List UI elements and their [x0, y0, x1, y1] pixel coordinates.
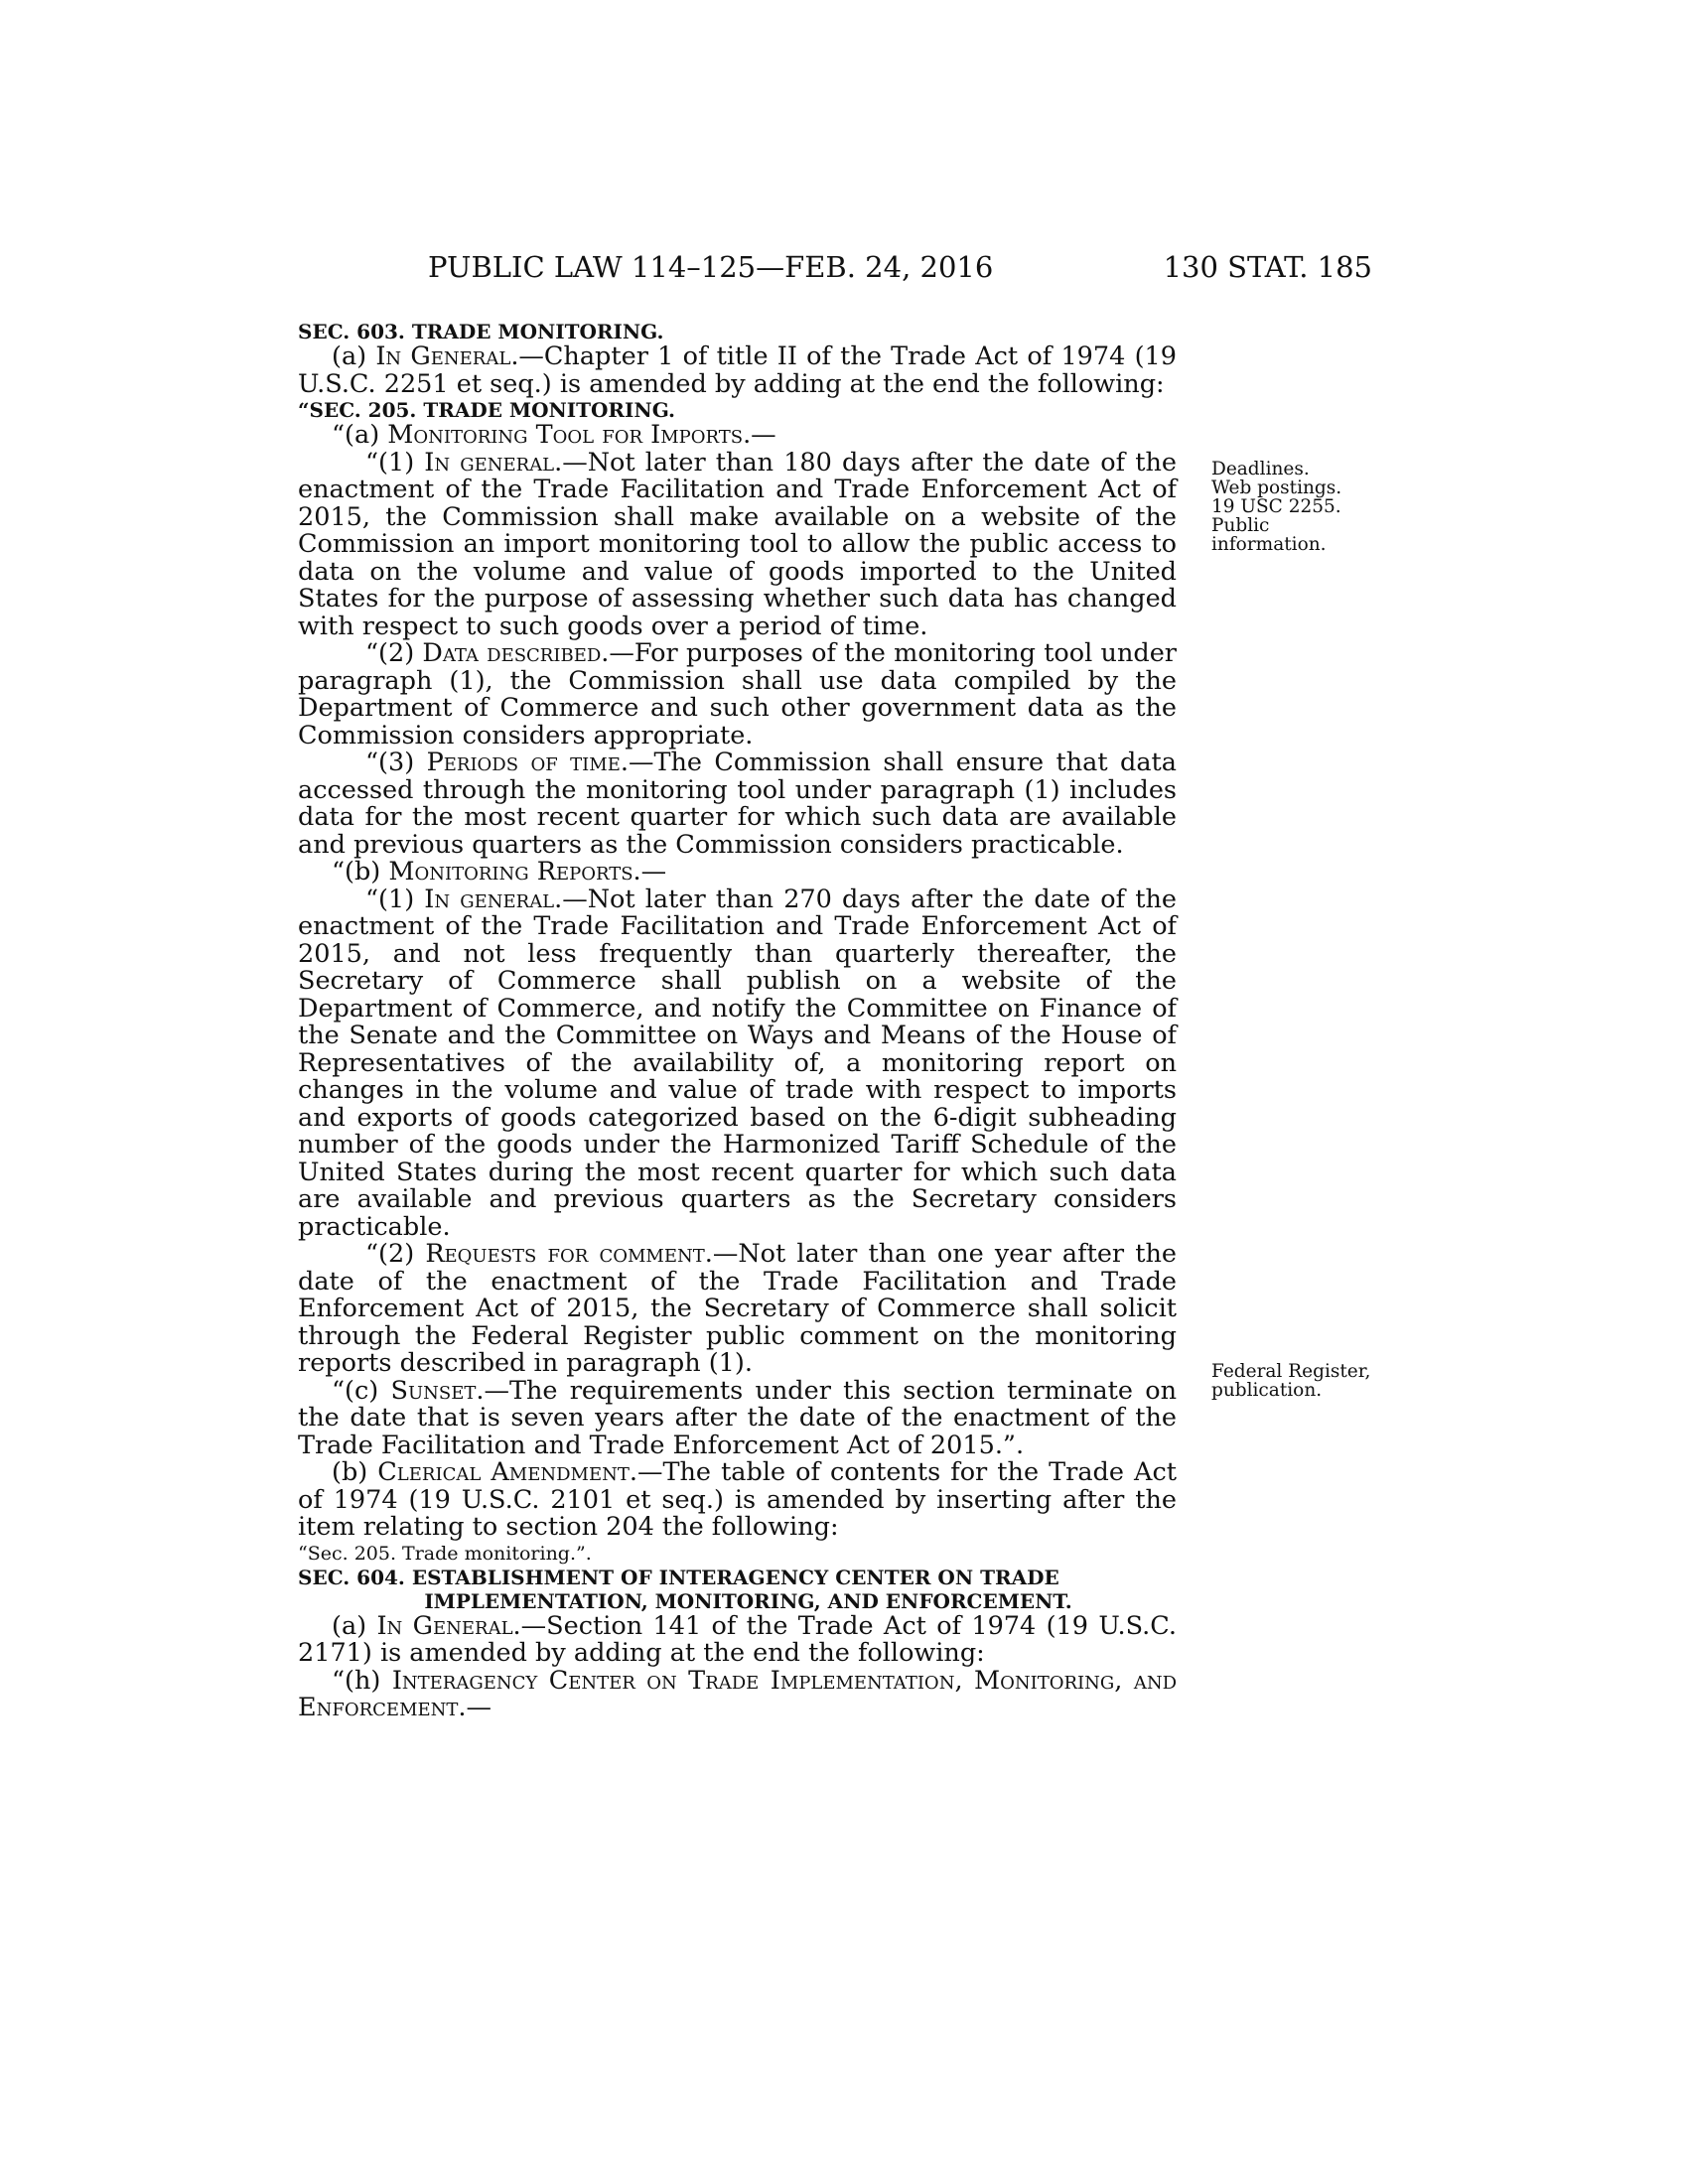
running-head-title: PUBLIC LAW 114–125—FEB. 24, 2016	[428, 250, 994, 284]
margin-note-line: 19 USC 2255.	[1211, 496, 1341, 517]
table-of-contents-entry: “Sec. 205. Trade monitoring.”.	[298, 1542, 592, 1565]
paragraph-label: “(a)	[332, 420, 388, 450]
section-603-heading: SEC. 603. TRADE MONITORING.	[298, 320, 664, 343]
paragraph-205-a-3	[298, 750, 1177, 859]
paragraph-heading: Clerical Amendment	[377, 1457, 630, 1487]
paragraph-text: .—Section 141 of the Trade Act of 1974 (19 U.S.C. 2171) is amended by adding at the end the following:	[298, 1610, 1177, 1668]
paragraph-604-a	[298, 1610, 1177, 1668]
paragraph-text: .—Not later than one year after the date of the enactment of the Trade Facilitation and Trade Enforcement Act of 2015, the Secretary of Commerce shall solicit through the Federal Register public comment on the monitoring reports described in paragraph (1).	[298, 1239, 1178, 1378]
paragraph-text: .—Not later than 180 days after the date of the enactment of the Trade Facilitation and Trade Enforcement Act of 2015, the Commission shall make available on a website of the Commission an import monitoring tool to allow the public access to data on the volume and value of goods imported to the United States for the purpose of assessing whether such data has changed with respect to such goods over a period of time.	[298, 447, 1177, 641]
paragraph-heading: In General	[376, 1610, 513, 1641]
margin-note-line: Public	[1211, 515, 1270, 536]
paragraph-label: “(3)	[365, 748, 427, 777]
subsection-205-b	[298, 859, 1177, 887]
paragraph-heading: In general	[424, 447, 555, 478]
paragraph-text: .—The requirements under this section terminate on the date that is seven years after the date of the enactment of the Trade Facilitation and Trade Enforcement Act of 2015.”.	[298, 1375, 1178, 1460]
paragraph-tail: .—	[458, 1693, 492, 1722]
paragraph-205-b-1	[298, 884, 1177, 1242]
paragraph-label: (b)	[332, 1457, 378, 1487]
margin-note-line: publication.	[1211, 1380, 1323, 1401]
paragraph-text: .—Chapter 1 of title II of the Trade Act of 1974 (19 U.S.C. 2251 et seq.) is amended by adding at the end the following:	[298, 341, 1177, 399]
paragraph-label: “(h)	[332, 1665, 392, 1696]
margin-note-federal-register	[1211, 1362, 1410, 1400]
paragraph-label: “(b)	[332, 857, 389, 887]
paragraph-label: (a)	[332, 1610, 377, 1641]
paragraph-205-a-1	[298, 447, 1177, 641]
paragraph-tail: .—	[743, 420, 776, 450]
section-205-heading: “SEC. 205. TRADE MONITORING.	[298, 398, 676, 422]
paragraph-603-a	[298, 343, 1177, 398]
paragraph-tail: .—	[633, 857, 667, 887]
paragraph-heading: In General	[375, 341, 511, 371]
paragraph-text: .—The table of contents for the Trade Act of 1974 (19 U.S.C. 2101 et seq.) is amended by inserting after the item relating to section 204 the following:	[298, 1457, 1177, 1542]
paragraph-label: “(c)	[332, 1375, 391, 1406]
paragraph-heading: Interagency Center on Trade Implementation, Monitoring, and Enforcement	[298, 1665, 1177, 1722]
margin-note-deadlines	[1211, 460, 1410, 554]
paragraph-heading: Periods of time	[426, 748, 621, 777]
subsection-205-a	[298, 422, 1177, 450]
margin-note-line: Federal Register,	[1211, 1361, 1371, 1382]
section-604-heading-line1: SEC. 604. ESTABLISHMENT OF INTERAGENCY CENTER ON TRADE	[298, 1565, 1059, 1589]
paragraph-heading: Sunset	[390, 1375, 477, 1406]
paragraph-heading: Monitoring Tool for Imports	[387, 420, 744, 450]
paragraph-label: (a)	[332, 341, 376, 371]
paragraph-text: .—For purposes of the monitoring tool under paragraph (1), the Commission shall use data compiled by the Department of Commerce and such other government data as the Commission considers appropriate.	[298, 638, 1177, 751]
section-604-heading	[298, 1566, 1177, 1613]
margin-note-line: Deadlines.	[1211, 459, 1310, 479]
margin-note-line: Web postings.	[1211, 478, 1342, 498]
subsection-141-h	[298, 1665, 1177, 1722]
paragraph-205-a-2	[298, 640, 1177, 750]
paragraph-heading: Data described	[422, 638, 602, 668]
paragraph-heading: In general	[424, 884, 555, 914]
paragraph-label: “(1)	[365, 447, 425, 478]
paragraph-text: .—Not later than 270 days after the date of the enactment of the Trade Facilitation and Trade Enforcement Act of 2015, and not less frequently than quarterly thereafter, the Secretary of Commerce shall publish on a website of the Department of Commerce, and notify the Committee on Finance of the Senate and the Committee on Ways and Means of the House of Representatives of the availability of, a monitoring report on changes in the volume and value of trade with respect to imports and exports of goods categorized based on the 6-digit subheading number of the goods under the Harmonized Tariff Schedule of the United States during the most recent quarter for which such data are available and previous quarters as the Secretary considers practicable.	[298, 884, 1177, 1242]
page-header	[298, 250, 1372, 290]
subsection-205-c	[298, 1375, 1178, 1460]
statute-body	[298, 320, 1177, 1722]
paragraph-205-b-2	[298, 1241, 1177, 1378]
paragraph-label: “(2)	[365, 1239, 426, 1269]
section-604-heading-line2: IMPLEMENTATION, MONITORING, AND ENFORCEMENT.	[424, 1588, 1072, 1613]
statute-page-number: 130 STAT. 185	[1163, 250, 1372, 284]
paragraph-text: .—The Commission shall ensure that data accessed through the monitoring tool under paragraph (1) includes data for the most recent quarter for which such data are available and previous quarters as the Commission considers practicable.	[298, 748, 1178, 860]
paragraph-label: “(1)	[365, 884, 425, 914]
paragraph-603-b	[298, 1459, 1177, 1542]
margin-note-line: information.	[1211, 534, 1327, 555]
paragraph-label: “(2)	[365, 638, 423, 668]
paragraph-heading: Requests for comment	[425, 1239, 705, 1269]
paragraph-heading: Monitoring Reports	[388, 857, 633, 887]
